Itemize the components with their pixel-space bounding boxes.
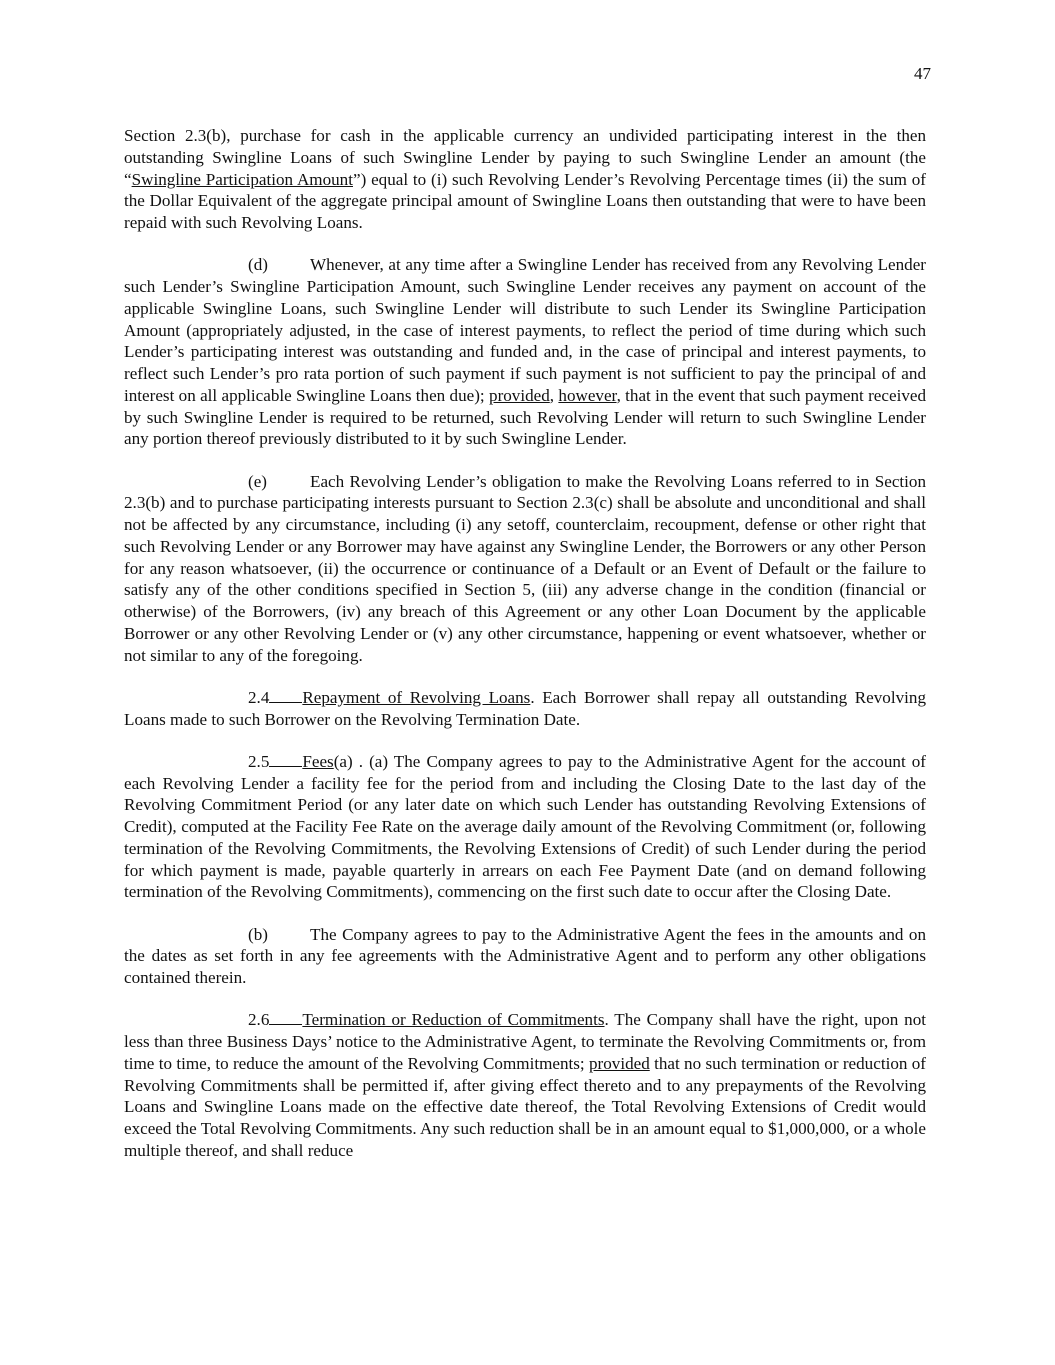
section-heading: Termination or Reduction of Commitments [302,1010,605,1030]
section-2-4 [124,687,926,731]
paragraph-text: Section 2.3(b), purchase for cash in the applicable currency an undivided participating interest in the then outstanding Swingline Loans of such Swingline Lender by paying to such Swingline Lender an amount (the “ [124,126,926,189]
clause-label: (d) [248,255,268,275]
heading-suffix: (a) [333,751,353,771]
defined-term: Swingline Participation Amount [131,169,353,189]
section-number: 2.4 [248,687,270,707]
paragraph-continuation [124,125,926,234]
section-number: 2.6 [248,1010,270,1030]
paragraph-text: . The Company shall have the right, upon not less than three Business Days’ notice to the Administrative Agent, to terminate the Revolving Commitments or, from time to time, to reduce the amount of the Revolving Commitments; [124,1010,926,1073]
defined-term: however [558,385,617,405]
defined-term: provided [489,385,550,405]
clause-label: (b) [248,924,268,944]
paragraph-text: , that in the event that such payment received by such Swingline Lender is required to be returned, such Revolving Lender will return to such Swingline Lender any portion thereof previously distributed to it by such Swingline Lender. [124,385,927,449]
paragraph-text: ”) equal to (i) such Revolving Lender’s Revolving Percentage times (ii) the sum of the Dollar Equivalent of the aggregate principal amount of Swingline Loans then outstanding that were to have been repaid with such Revolving Loans. [124,169,926,232]
paragraph-2-3-e [124,471,926,667]
paragraph-text: The Company agrees to pay to the Administrative Agent the fees in the amounts and on the dates as set forth in any fee agreements with the Administrative Agent and to perform any other obligations contained therein. [124,924,926,987]
heading-leader [269,688,302,703]
section-heading: Repayment of Revolving Loans [302,687,531,707]
section-heading: Fees [302,751,334,771]
paragraph-text: Whenever, at any time after a Swingline Lender has received from any Revolving Lender such Lender’s Swingline Participation Amount, such Swingline Lender receives any payment on account of the applicable Swingline Loans, such Swingline Lender will distribute to such Lender its Swingline Participation Amount (appropriately adjusted, in the case of interest payments, to reflect the period of time during which such Lender’s participating interest was outstanding and funded and, in the case of principal and interest payments, to reflect such Lender’s pro rata portion of such payment if such payment is not sufficient to pay the principal of and interest on all applicable Swingline Loans then due); [124,255,926,405]
page-number: 47 [914,64,931,83]
paragraph-text: . Each Borrower shall repay all outstanding Revolving Loans made to such Borrower on the Revolving Termination Date. [124,687,926,729]
section-2-5 [124,751,926,903]
paragraph-text: Each Revolving Lender’s obligation to make the Revolving Loans referred to in Section 2.3(b) and to purchase participating interests pursuant to Section 2.3(c) shall be absolute and unconditional and shall not be affected by any circumstance, including (i) any setoff, counterclaim, recoupment, defense or other right that such Revolving Lender or any Borrower may have against any Swingline Lender, the Borrowers or any other Person for any reason whatsoever, (ii) the occurrence or continuance of a Default or an Event of Default or the failure to satisfy any of the other conditions specified in Section 5, (iii) any adverse change in the condition (financial or otherwise) of the Borrowers, (iv) any breach of this Agreement or any other Loan Document by the applicable Borrower or any other Revolving Lender or (v) any other circumstance, happening or event whatsoever, whether or not similar to any of the foregoing. [124,471,926,665]
document-body [124,125,926,1182]
paragraph-text: . (a) The Company agrees to pay to the Administrative Agent for the account of each Revolving Lender a facility fee for the period from and including the Closing Date to the last day of the Revolving Commitment Period (or any later date on which such Lender has outstanding Revolving Extensions of Credit), computed at the Facility Fee Rate on the average daily amount of the Revolving Commitment (or, following termination of the Revolving Commitments, the Revolving Extensions of Credit) of such Lender during the period for which payment is made, payable quarterly in arrears on each Fee Payment Date (and on demand following termination of the Revolving Commitments), commencing on the first such date to occur after the Closing Date. [124,751,926,902]
clause-label: (e) [248,471,267,491]
paragraph-2-3-d [124,254,926,450]
defined-term: provided [588,1053,650,1073]
section-2-6 [124,1009,926,1161]
section-number: 2.5 [248,751,270,771]
paragraph-text: , [549,385,559,405]
heading-leader [269,1010,302,1025]
paragraph-text: that no such termination or reduction of Revolving Commitments shall be permitted if, after giving effect thereto and to any prepayments of the Revolving Loans and Swingline Loans made on the effective date thereof, the Total Revolving Extensions of Credit would exceed the Total Revolving Commitments. Any such reduction shall be in an amount equal to $1,000,000, or a whole multiple thereof, and shall reduce [124,1053,926,1160]
paragraph-2-5-b [124,924,926,989]
heading-leader [269,752,302,767]
